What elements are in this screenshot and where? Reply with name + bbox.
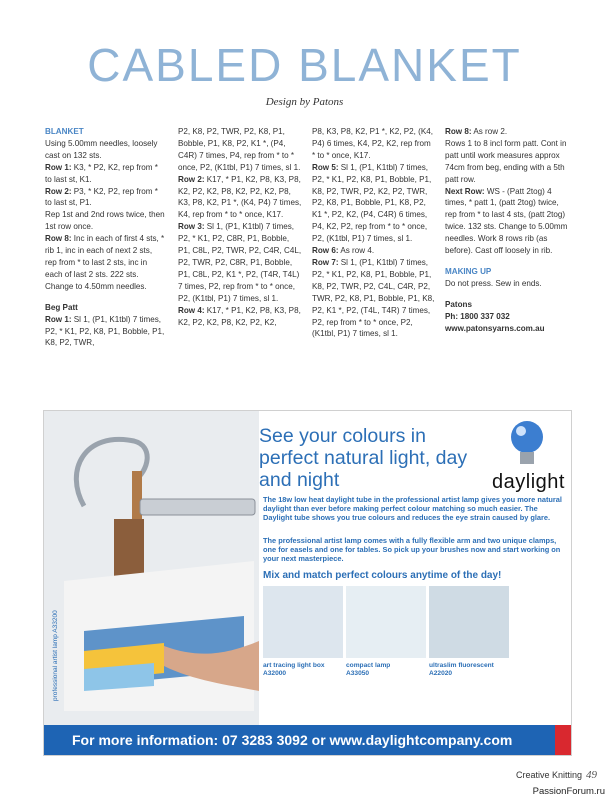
- page-title: CABLED BLANKET: [87, 39, 522, 91]
- beg-patt-heading: Beg Patt: [45, 302, 78, 312]
- magazine-name: Creative Knitting: [515, 770, 582, 780]
- side-product-label: professional artist lamp A33200: [52, 610, 59, 701]
- section-heading-making-up: MAKING UP: [445, 266, 492, 276]
- row-1-instruction: Row 1: K3, * P2, K2, rep from * to last st, K1.: [45, 162, 158, 184]
- product-image-fluorescent: [429, 586, 509, 658]
- next-row-instruction: Next Row: WS - (Patt 2tog) 4 times, * patt 1, (patt 2tog) twice, rep from * to last 4 sts, (patt 2tog) twice. 132 sts. Change to 5.00mm needles. Work 8 rows rib (as before). Cast off loosely in rib.: [445, 186, 568, 256]
- page-number: 49: [586, 769, 597, 781]
- byline: Design by Patons: [265, 96, 344, 108]
- patt-row-5-instruction: Row 5: Sl 1, (P1, K1tbl) 7 times, P2, * K1, P2, K8, P1, Bobble, P1, K8, P2, TWR, P2, K2, P2, TWR, P2, K8, P1, Bobble, P1, K8, P2, K1 *, P2, K2, (P4, C4R) 6 times, P4, K2, P2, rep from * to * once, P2, (K1tbl, P1) 7 times, sl 1.: [312, 162, 432, 244]
- patt-row-1-instruction: Row 1: Sl 1, (P1, K1tbl) 7 times, P2, * K1, P2, K8, P1, Bobble, P1, K8, P2, TWR,: [45, 314, 165, 348]
- patt-row-8-instruction: Row 8: As row 2.: [445, 127, 508, 136]
- patt-row-4-instruction: Row 4: K17, * P1, K2, P8, K3, P8, K2, P2, K2, P8, K2, P2, K2,: [178, 305, 301, 327]
- intro-text: Using 5.00mm needles, loosely cast on 132 sts.: [45, 138, 158, 160]
- product-image-compact-lamp: [346, 586, 426, 658]
- product-caption-3: ultraslim fluorescent A22020: [429, 662, 494, 677]
- yarn-brand: Patons: [445, 299, 472, 309]
- ad-footer-contact[interactable]: For more information: 07 3283 3092 or www.daylightcompany.com: [72, 732, 513, 748]
- repeat-text: Rep 1st and 2nd rows twice, then 1st row once.: [45, 210, 165, 232]
- daylight-advertisement: [43, 410, 572, 756]
- patt-row-3-instruction: Row 3: Sl 1, (P1, K1tbl) 7 times, P2, * K1, P2, C8R, P1, Bobble, P1, C8L, P2, TWR, P2, C4R, C4L, P2, TWR, P2, C8R, P1, Bobble, P1, C8L, P2, K1 *, P2, (T4R, T4L) 7 times, P2, rep from * to * once, P2, (K1tbl, P1) 7 times, sl 1.: [178, 222, 302, 303]
- row-2-instruction: Row 2: P3, * K2, P2, rep from * to last st, P1.: [45, 186, 158, 208]
- ad-headline: See your colours in perfect natural light, day and night: [259, 425, 468, 491]
- column-4: [445, 126, 569, 335]
- column-1: [45, 126, 165, 349]
- daylight-brand-logo: daylight: [492, 471, 565, 493]
- change-needles-text: Change to 4.50mm needles.: [45, 281, 147, 291]
- ad-mix-tagline: Mix and match perfect colours anytime of the day!: [263, 570, 502, 581]
- patt-row-1-continued: P2, K8, P2, TWR, P2, K8, P1, Bobble, P1, K8, P2, K1 *, (P4, C4R) 7 times, P4, rep from * to * once, P2, (K1tbl, P1) 7 times, sl 1.: [178, 127, 301, 172]
- patt-row-6-instruction: Row 6: As row 4.: [312, 246, 375, 256]
- artist-lamp-illustration: [44, 411, 259, 725]
- watermark: PassionForum.ru: [532, 786, 605, 797]
- brand-website[interactable]: www.patonsyarns.com.au: [445, 323, 545, 333]
- page-folio: [516, 769, 597, 781]
- making-up-text: Do not press. Sew in ends.: [445, 278, 542, 288]
- ad-paragraph-1: The 18w low heat daylight tube in the professional artist lamp gives you more natural daylight than ever before making perfect colour matching so much easier. The Daylight tube shows you true colours and reduces the eye strain caused by glare.: [263, 495, 562, 522]
- product-image-light-box: [263, 586, 343, 658]
- column-2: [178, 126, 302, 328]
- lightbulb-icon: [507, 419, 547, 471]
- patt-row-7-instruction: Row 7: Sl 1, (P1, K1tbl) 7 times, P2, * K1, P2, K8, P1, Bobble, P1, K8, P2, TWR, P2, C4L, C4R, P2, TWR, P2, K8, P1, Bobble, P1, K8, P2, K1 *, P2, (T4L, T4R) 7 times, P2, rep from * to * once, P2, (K1tbl, P1) 7 times, sl 1.: [312, 257, 435, 339]
- product-caption-1: art tracing light box A32000: [263, 662, 325, 677]
- row-8-instruction: Row 8: Inc in each of first 4 sts, * rib 1, inc in each of next 2 sts, rep from * to last 2 sts, inc in each of last 2 sts. 222 sts.: [45, 234, 165, 279]
- ad-footer-bar: [44, 725, 571, 755]
- pattern-rows-text: Rows 1 to 8 incl form patt. Cont in patt until work measures approx 74cm from beg, ending with a 5th patt row.: [445, 138, 567, 184]
- section-heading-blanket: BLANKET: [45, 127, 84, 136]
- patt-row-2-instruction: Row 2: K17, * P1, K2, P8, K3, P8, K2, P2, K2, P8, K2, P2, K2, P8, K3, P8, K2, P1 *, (K4, P4) 7 times, K4, rep from * to * once, K17.: [178, 174, 302, 220]
- patt-row-4-continued: P8, K3, P8, K2, P1 *, K2, P2, (K4, P4) 6 times, K4, P2, K2, rep from * to * once, K17.: [312, 127, 434, 160]
- ad-paragraph-2: The professional artist lamp comes with a fully flexible arm and two unique clamps, one for easels and one for tables. So pick up your brushes now and start working on your next masterpiece.: [263, 536, 561, 563]
- ad-footer-accent: [555, 725, 571, 755]
- ad-lamp-photo: [44, 411, 259, 725]
- column-3: [312, 126, 436, 340]
- brand-phone: Ph: 1800 337 032: [445, 311, 510, 321]
- product-caption-2: compact lamp A33050: [346, 662, 391, 677]
